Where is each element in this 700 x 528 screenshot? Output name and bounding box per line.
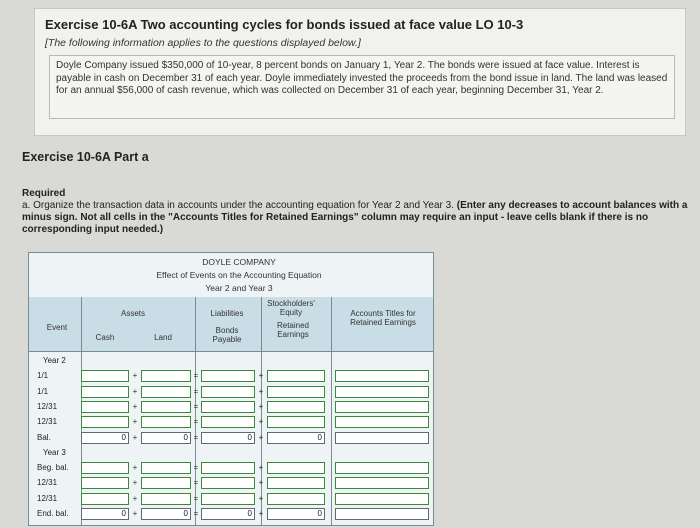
land-cell[interactable]: [141, 462, 191, 474]
required-instructions: (Enter any decreases to account balances with a minus sign. Not all cells in the "Accounts Titles for Retained Earnings" column may require an input - leave cells blank if there is no corresponding input needed.): [22, 200, 688, 235]
account-title-cell[interactable]: [335, 462, 429, 474]
bonds-payable-cell[interactable]: [201, 416, 255, 428]
required-section: [22, 188, 692, 236]
account-title-cell[interactable]: [335, 370, 429, 382]
row-label: 12/31: [37, 401, 58, 411]
plus-sign: +: [132, 493, 138, 503]
plus-sign: +: [258, 463, 264, 473]
retained-earnings-cell[interactable]: [267, 416, 325, 428]
company-name: DOYLE COMPANY: [202, 257, 276, 267]
equals-sign: =: [193, 493, 199, 503]
row-label: Beg. bal.: [37, 463, 69, 473]
equals-sign: =: [193, 417, 199, 427]
plus-sign: +: [258, 386, 264, 396]
plus-sign: +: [258, 371, 264, 381]
bonds-payable-cell[interactable]: [201, 401, 255, 413]
plus-sign: +: [132, 463, 138, 473]
land-cell[interactable]: [141, 401, 191, 413]
equals-sign: =: [193, 463, 199, 473]
plus-sign: +: [132, 432, 138, 442]
header-retained-earnings: Retained Earnings: [276, 321, 310, 339]
divider: [29, 351, 433, 352]
land-cell[interactable]: [141, 493, 191, 505]
bonds-payable-cell: 0: [201, 508, 255, 520]
plus-sign: +: [132, 371, 138, 381]
plus-sign: +: [132, 417, 138, 427]
cash-cell: 0: [81, 508, 129, 520]
exercise-note: [The following information applies to the questions displayed below.]: [45, 37, 361, 49]
required-text: a. Organize the transaction data in accounts under the accounting equation for Year 2 and Year 3.: [22, 200, 454, 211]
bonds-payable-cell[interactable]: [201, 477, 255, 489]
row-label: 1/1: [37, 386, 49, 396]
equals-sign: =: [193, 371, 199, 381]
account-title-cell[interactable]: [335, 386, 429, 398]
retained-earnings-cell[interactable]: [267, 493, 325, 505]
equals-sign: =: [193, 432, 199, 442]
equals-sign: =: [193, 509, 199, 518]
row-label: 12/31: [37, 478, 58, 488]
cash-cell: 0: [81, 432, 129, 444]
plus-sign: +: [132, 478, 138, 488]
row-label: 1/1: [37, 371, 49, 381]
bonds-payable-cell[interactable]: [201, 386, 255, 398]
header-bonds-payable: Bonds Payable: [212, 326, 242, 344]
divider: [195, 297, 196, 525]
cash-cell[interactable]: [81, 416, 129, 428]
account-title-cell[interactable]: [335, 493, 429, 505]
plus-sign: +: [258, 509, 264, 518]
row-label: End. bal.: [37, 509, 69, 518]
land-cell[interactable]: [141, 416, 191, 428]
header-event: Event: [46, 323, 68, 332]
cash-cell[interactable]: [81, 401, 129, 413]
retained-earnings-cell: 0: [267, 432, 325, 444]
bonds-payable-cell[interactable]: [201, 462, 255, 474]
accounting-equation-worksheet: [28, 252, 434, 526]
exercise-card: [34, 8, 686, 136]
equals-sign: =: [193, 401, 199, 411]
account-title-cell[interactable]: [335, 477, 429, 489]
land-cell: 0: [141, 508, 191, 520]
row-label: Year 2: [43, 356, 66, 365]
cash-cell[interactable]: [81, 370, 129, 382]
plus-sign: +: [132, 401, 138, 411]
equals-sign: =: [193, 478, 199, 488]
retained-earnings-cell: 0: [267, 508, 325, 520]
cash-cell[interactable]: [81, 477, 129, 489]
divider: [331, 297, 332, 525]
plus-sign: +: [258, 478, 264, 488]
row-label: 12/31: [37, 493, 58, 503]
header-stockholders-equity: Stockholders' Equity: [267, 299, 315, 317]
plus-sign: +: [132, 509, 138, 518]
plus-sign: +: [258, 493, 264, 503]
bonds-payable-cell: 0: [201, 432, 255, 444]
plus-sign: +: [258, 432, 264, 442]
retained-earnings-cell[interactable]: [267, 386, 325, 398]
account-title-cell[interactable]: [335, 401, 429, 413]
header-cash: Cash: [95, 333, 115, 342]
land-cell[interactable]: [141, 370, 191, 382]
worksheet-subtitle: Effect of Events on the Accounting Equation: [156, 270, 322, 280]
account-title-cell: [335, 508, 429, 520]
land-cell[interactable]: [141, 386, 191, 398]
land-cell: 0: [141, 432, 191, 444]
plus-sign: +: [258, 401, 264, 411]
retained-earnings-cell[interactable]: [267, 462, 325, 474]
plus-sign: +: [132, 386, 138, 396]
cash-cell[interactable]: [81, 462, 129, 474]
cash-cell[interactable]: [81, 386, 129, 398]
retained-earnings-cell[interactable]: [267, 401, 325, 413]
row-label: 12/31: [37, 417, 58, 427]
account-title-cell: [335, 432, 429, 444]
worksheet-period: Year 2 and Year 3: [205, 283, 273, 293]
divider: [261, 297, 262, 525]
row-label: Year 3: [43, 447, 66, 457]
problem-statement: Doyle Company issued $350,000 of 10-year, 8 percent bonds on January 1, Year 2. The bonds were issued at face value. Interest is payable in cash on December 31 of each year. Doyle immediately invested the proceeds from the bond issue in land. The land was leased for an annual $56,000 of cash revenue, which was collected on December 31 of each year, beginning December 31, Year 2.: [49, 55, 675, 119]
cash-cell[interactable]: [81, 493, 129, 505]
retained-earnings-cell[interactable]: [267, 477, 325, 489]
bonds-payable-cell[interactable]: [201, 370, 255, 382]
plus-sign: +: [258, 417, 264, 427]
bonds-payable-cell[interactable]: [201, 493, 255, 505]
equals-sign: =: [193, 386, 199, 396]
header-liabilities: Liabilities: [210, 309, 244, 318]
header-assets: Assets: [120, 309, 145, 318]
part-title: Exercise 10-6A Part a: [22, 150, 149, 164]
land-cell[interactable]: [141, 477, 191, 489]
account-title-cell[interactable]: [335, 416, 429, 428]
header-land: Land: [154, 333, 172, 342]
row-label: Bal.: [37, 432, 51, 442]
retained-earnings-cell[interactable]: [267, 370, 325, 382]
exercise-title: Exercise 10-6A Two accounting cycles for bonds issued at face value LO 10-3: [45, 17, 524, 32]
required-label: Required: [22, 188, 66, 199]
header-accounts-titles: Accounts Titles for Retained Earnings: [350, 309, 416, 327]
